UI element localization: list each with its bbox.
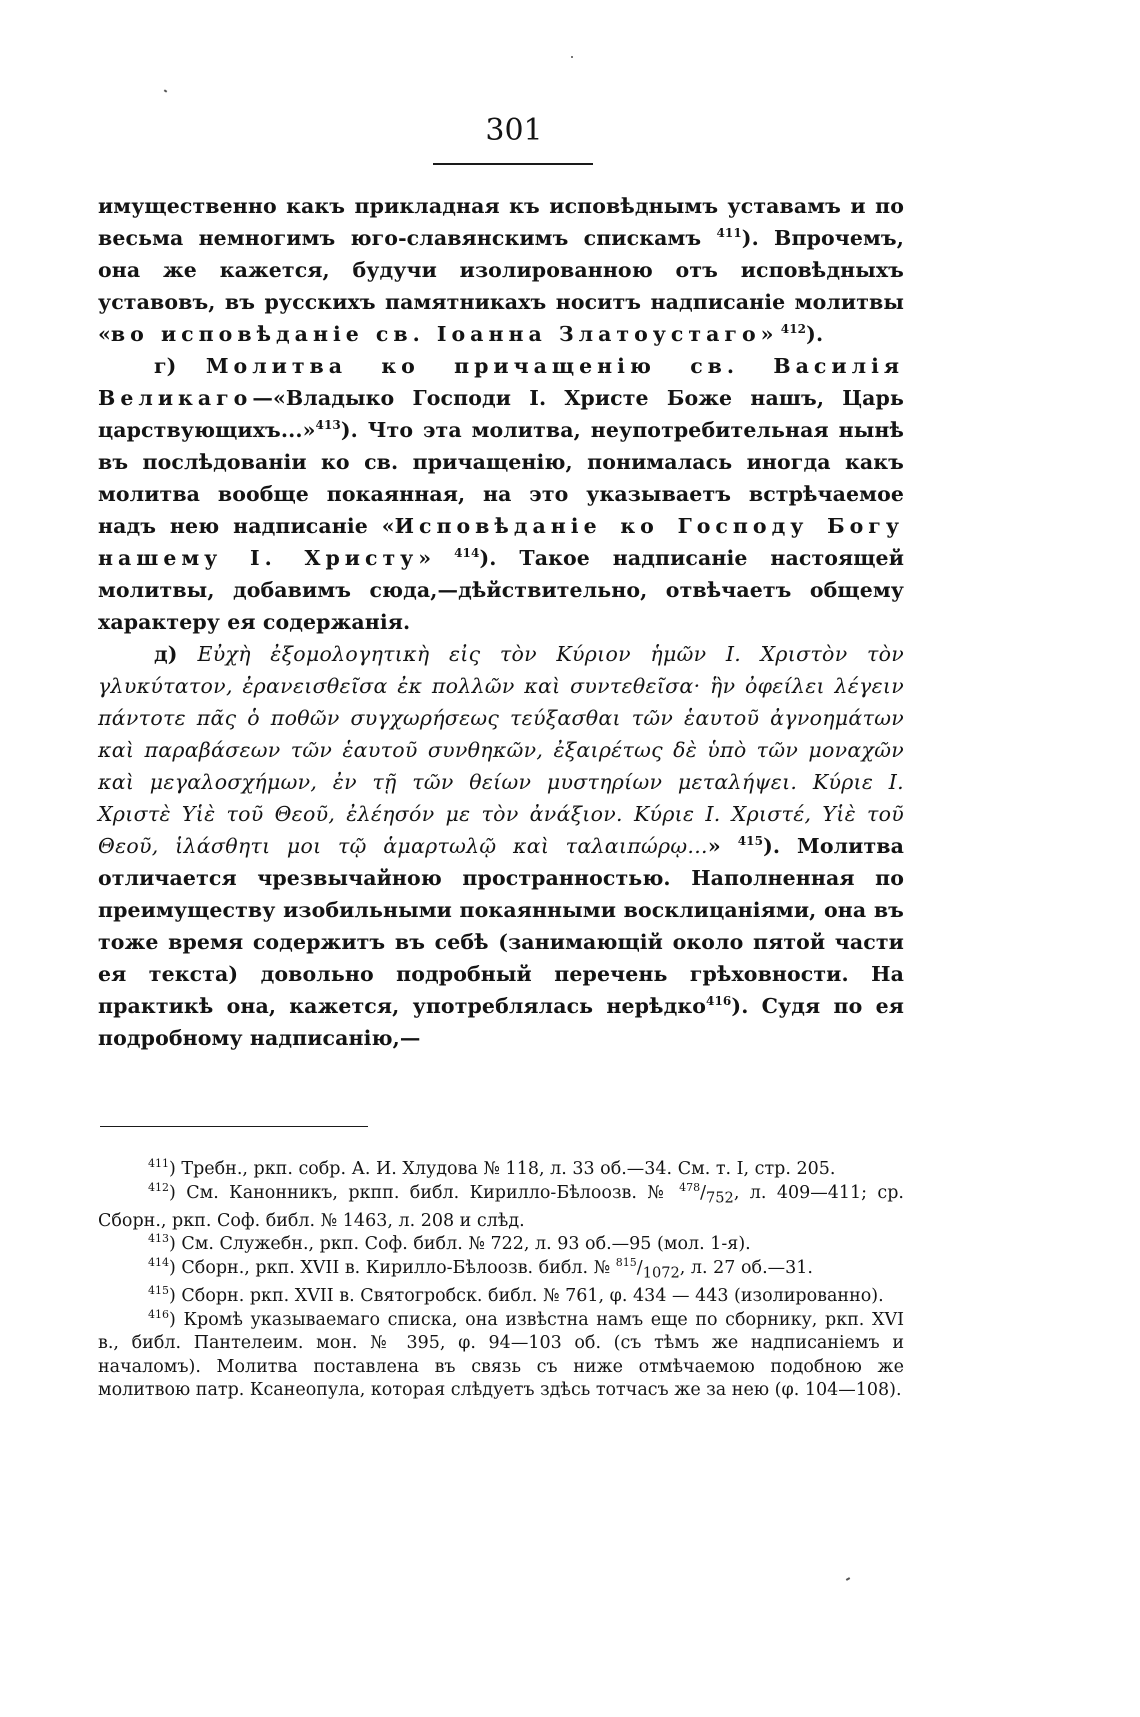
scan-speck <box>846 1577 850 1581</box>
footnotes <box>98 1158 904 1403</box>
text-run: ). <box>806 322 824 346</box>
page-number: 301 <box>485 113 543 148</box>
footnote <box>98 1158 904 1182</box>
text-run: ) См. Канонникъ, ркпп. библ. Кирилло-Бѣлоозв. № <box>169 1182 680 1203</box>
paragraph <box>98 190 904 350</box>
text-run: / <box>700 1182 706 1203</box>
spaced-title: во исповѣданіе св. Іоанна Златоустаго <box>110 322 761 346</box>
text-run: » <box>760 322 781 346</box>
text-run: ). Впрочемъ, она же кажется, будучи изолированною отъ исповѣдныхъ уставовъ, въ русскихъ памятникахъ носитъ надписаніе молитвы « <box>98 226 904 346</box>
fraction-denominator: 1072 <box>642 1264 680 1282</box>
text-run: ) Сборн. ркп. XVII в. Святогробск. библ. № 761, φ. 434 — 443 (изолированно). <box>169 1285 884 1306</box>
footnote-ref: 413 <box>148 1232 169 1246</box>
text-run: —«Владыко Господи І. Христе Боже нашъ, Царь царствующихъ...» <box>98 386 904 442</box>
footnote <box>98 1285 904 1309</box>
text-run: ) См. Служебн., ркп. Соф. библ. № 722, л. 93 об.—95 (мол. 1-я). <box>169 1234 751 1255</box>
scan-speck <box>571 56 573 58</box>
footnote-ref: 413 <box>315 418 341 432</box>
footnote-ref: 415 <box>737 834 764 848</box>
footnote-ref: 411 <box>716 226 742 240</box>
greek-text: , ἐρανεισθεῖσα ἐκ πολλῶν καὶ συντεθεῖσα· ἣν ὀφείλει λέγειν πάντοτε πᾶς ὁ ποθῶν συγχωρήσεως τεύξασθαι τῶν ἑαυτοῦ ἀγνοημάτων καὶ παραβάσεων τῶν ἑαυτοῦ συνθηκῶν, ἐξαιρέτως δὲ ὑπὸ τῶν μοναχῶν καὶ μεγαλοσχήμων, ἐν τῇ τῶν θείων μυστηρίων μεταλήψει. Κύριε Ι. Χριστὲ Υἱὲ τοῦ Θεοῦ, ἐλέησόν με τὸν ἀνάξιον. Κύριε Ι. Χριστέ, Υἱὲ τοῦ Θεοῦ, ἱλάσθητι μοι τῷ ἁμαρτωλῷ καὶ ταλαιπώρῳ... <box>98 674 904 858</box>
footnote-ref: 412 <box>780 322 807 336</box>
footnote <box>98 1309 904 1403</box>
page-number-rule <box>433 163 593 165</box>
footnote-ref: 411 <box>148 1157 169 1170</box>
text-run: , л. 409—411; ср. Сборн., ркп. Соф. библ. № 1463, л. 208 и слѣд. <box>98 1182 904 1231</box>
footnote-ref: 415 <box>148 1283 169 1297</box>
footnote <box>98 1182 904 1234</box>
scan-speck <box>164 89 168 92</box>
footnote-ref: 414 <box>454 546 480 560</box>
text-run: ). Что эта молитва, неупотребительная нынѣ въ послѣдованіи ко св. причащенію, понималась иногда какъ молитва вообще покаянная, на это указываетъ встрѣчаемое надъ нею надписаніе « <box>98 418 904 538</box>
text-run: » <box>418 546 455 570</box>
spaced-title: Исповѣданіе ко Господу Богу нашему І. Христу <box>98 514 904 570</box>
text-run: ). Молитва отличается чрезвычайною пространностью. Наполненная по преимуществу изобильными покаянными восклицаніями, она въ тоже время содержитъ въ себѣ (занимающій около пятой части ея текста) довольно подробный перечень грѣховности. На практикѣ она, кажется, употреблялась нерѣдко <box>98 834 905 1018</box>
spaced-title: Молитва ко причащенію св. Василія Великаго <box>98 354 904 410</box>
paragraph <box>98 350 904 638</box>
text-run: ) Требн., ркп. собр. А. И. Хлудова № 118, л. 33 об.—34. См. т. І, стр. 205. <box>169 1159 836 1179</box>
text-run: ). Судя по ея подробному надписанію,— <box>98 994 904 1050</box>
text-run: г) <box>154 354 206 378</box>
text-run: » <box>707 834 738 858</box>
paragraph <box>98 638 904 1054</box>
text-run: д) <box>154 642 198 666</box>
footnote <box>98 1257 904 1285</box>
footnote-ref: 414 <box>148 1255 169 1269</box>
footnote-ref: 815 <box>615 1255 637 1269</box>
text-run: , л. 27 об.—31. <box>679 1257 813 1278</box>
greek-text: Εὐχὴ ἐξομολογητικὴ εἰς τὸν Κύριον ἡμῶν Ι. Χριστὸν τὸν γλυκύτατον <box>98 642 904 698</box>
text-run: имущественно какъ прикладная къ исповѣднымъ уставамъ и по весьма немногимъ юго-славянскимъ спискамъ <box>98 194 904 250</box>
text-run: ) Кромѣ указываемаго списка, она извѣстна намъ еще по сборнику, ркп. XVI в., библ. Пантелеим. мон. № 395, φ. 94—103 об. (съ тѣмъ же надписаніемъ и началомъ). Молитва поставлена въ связь съ ниже отмѣчаемою подобною же молитвою патр. Ксанеопула, которая слѣдуетъ здѣсь тотчасъ же за нею (φ. 104—108). <box>98 1309 904 1401</box>
text-run: ) Сборн., ркп. XVII в. Кирилло-Бѣлоозв. библ. № <box>169 1257 616 1278</box>
footnote-ref: 416 <box>148 1307 169 1321</box>
footnote-ref: 412 <box>148 1180 169 1194</box>
footnote-ref: 478 <box>679 1180 701 1194</box>
footnote-ref: 416 <box>706 994 732 1008</box>
main-text <box>98 190 904 1054</box>
footnote-separator <box>100 1126 368 1127</box>
fraction-denominator: 752 <box>705 1189 734 1207</box>
footnote <box>98 1233 904 1257</box>
text-run: / <box>636 1257 643 1278</box>
text-run: ). Такое надписаніе настоящей молитвы, добавимъ сюда,—дѣйствительно, отвѣчаетъ общему характеру ея содержанія. <box>98 546 904 634</box>
